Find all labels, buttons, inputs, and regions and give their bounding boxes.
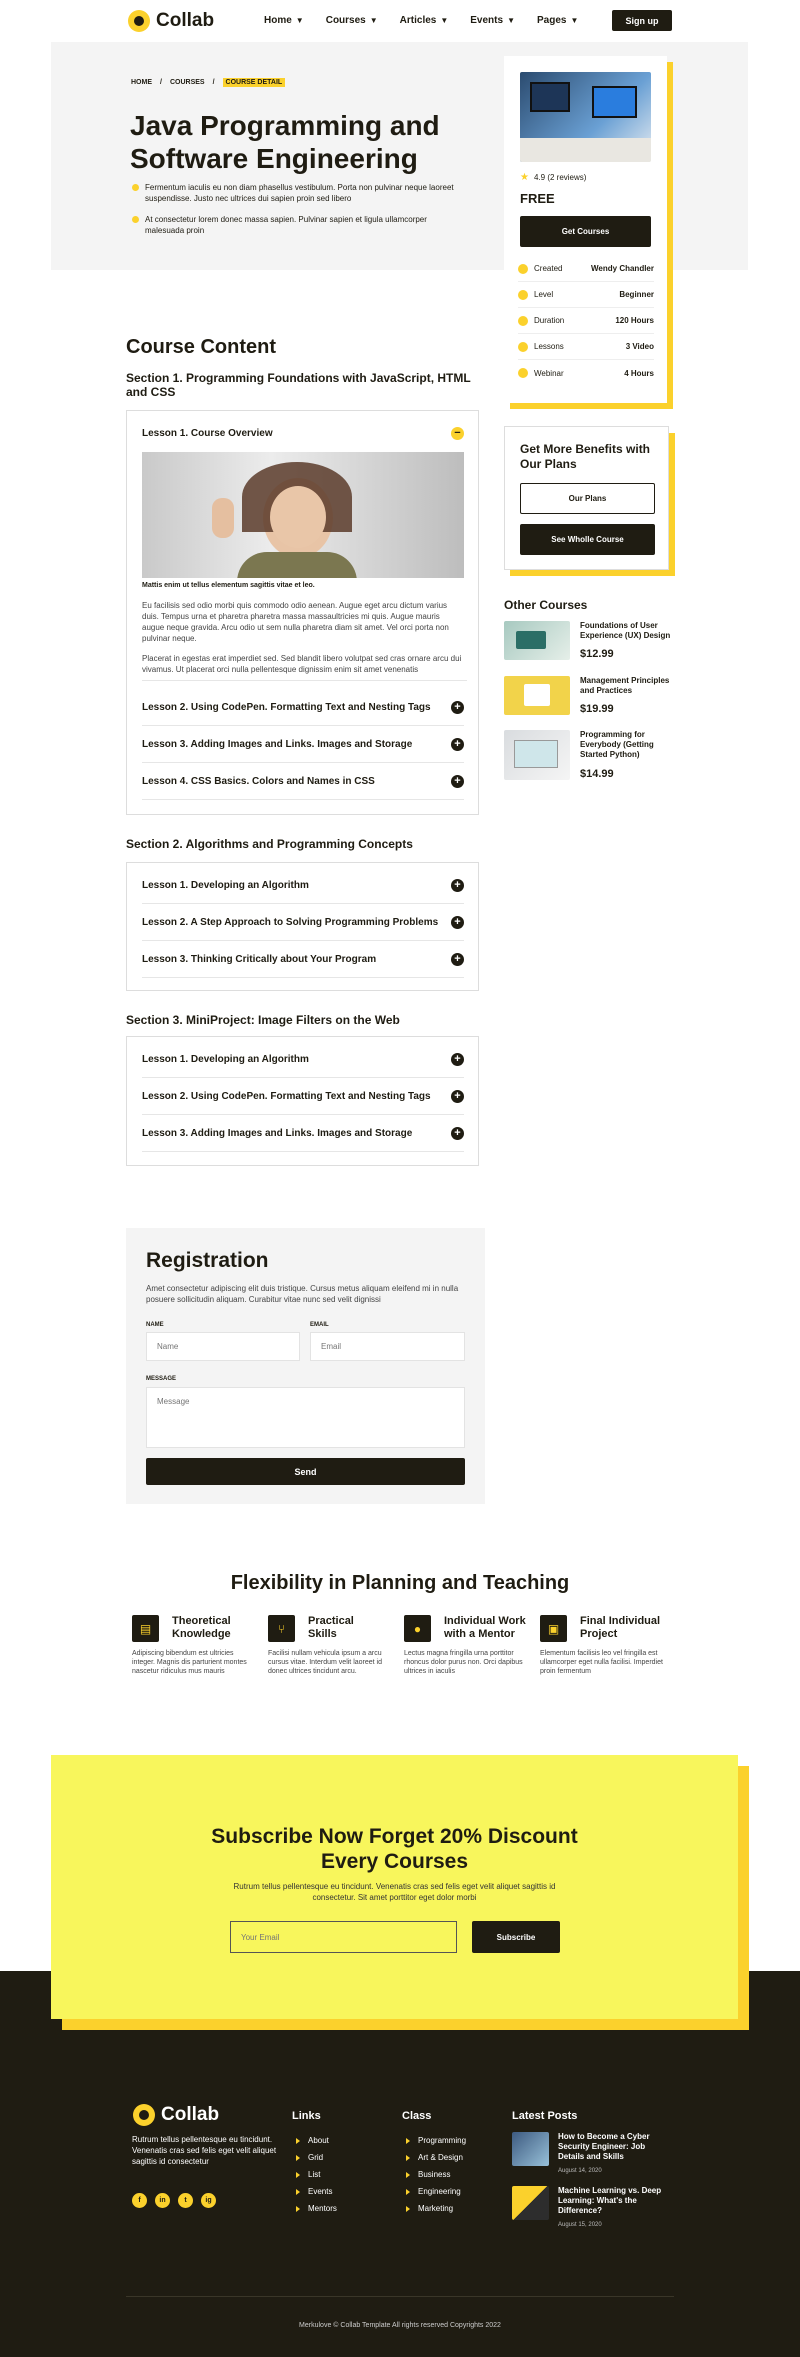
subscribe-button[interactable]: Subscribe [472,1921,560,1953]
other-course-item[interactable]: Management Principles and Practices $19.99 [504,676,674,720]
info-row: Webinar 4 Hours [518,360,654,386]
send-button[interactable]: Send [146,1458,465,1485]
course-thumbnail [504,730,570,780]
chevron-down-icon: ▼ [440,16,449,25]
footer-links-title: Links [292,2110,321,2122]
footer-class-link[interactable]: Programming [406,2132,466,2149]
copyright: Merkulove © Collab Template All rights reserved Copyrights 2022 [299,2322,501,2329]
hero-bullet: At consectetur lorem donec massa sapien. Pulvinar sapien et ligula ullamcorper malesuada proin [132,214,452,236]
flexibility-title: Flexibility in Planning and Teaching [230,1572,570,1594]
arrow-icon [406,2155,410,2161]
brand-name: Collab [156,10,215,31]
footer-link[interactable]: About [296,2132,337,2149]
post-thumbnail [512,2186,549,2220]
branch-icon: ⑂ [268,1615,295,1642]
registration-desc: Amet consectetur adipiscing elit duis tristique. Cursus metus aliquam eleifend mi in nulla posuere sollicitudin aliquam. Curabitur vitae nunc sed velit dignissi [146,1284,459,1304]
chevron-down-icon: ▼ [507,16,515,25]
course-thumbnail [504,621,570,660]
clock-icon [518,316,528,326]
subscribe-desc: Rutrum tellus pellentesque eu tincidunt. Venenatis cras sed felis eget velit aliquet sagittis id consectetur. Sit amet porttitor eget dolor morbi [233,1882,556,1902]
arrow-icon [296,2189,300,2195]
arrow-icon [406,2206,410,2212]
course-info-list [518,256,654,386]
plus-icon: + [451,701,464,714]
bullet-icon [132,184,139,191]
lesson-item[interactable]: Lesson 1. Developing an Algorithm + [142,1041,464,1078]
name-input[interactable] [146,1332,300,1361]
feature-item: ▤ Theoretical Knowledge Adipiscing bibendum est ultricies integer. Magnis dis parturient montes nascetur ridiculus mus mauris [132,1615,247,1675]
course-price: $12.99 [580,648,614,660]
brand-logo[interactable] [128,10,214,32]
plus-icon: + [451,953,464,966]
course-price: $14.99 [580,768,614,780]
chevron-down-icon: ▼ [369,16,378,25]
nav-home[interactable]: Home ▼ [264,15,304,26]
name-label: NAME [146,1322,164,1328]
plus-icon: + [451,1090,464,1103]
nav-events[interactable]: Events ▼ [470,15,515,26]
nav-pages[interactable]: Pages ▼ [536,15,579,26]
page-title: Java Programming and Software Engineering [130,110,440,174]
get-courses-button[interactable]: Get Courses [520,216,651,247]
info-row: Level Beginner [518,282,654,308]
arrow-icon [296,2138,300,2144]
facebook-icon[interactable]: f [132,2193,147,2208]
feature-item: ▣ Final Individual Project Elementum facilisis leo vel fringilla est ullamcorper eget nulla facilisi. Imperdiet proin fermentum [540,1615,663,1675]
our-plans-button[interactable]: Our Plans [520,483,655,514]
lesson-item[interactable]: Lesson 2. Using CodePen. Formatting Text and Nesting Tags + [142,1078,464,1115]
arrow-icon [406,2189,410,2195]
footer-link[interactable]: List [296,2166,337,2183]
lesson-item[interactable]: Lesson 4. CSS Basics. Colors and Names in CSS + [142,763,464,800]
post-date: August 15, 2020 [558,2222,602,2228]
dribbble-icon[interactable]: ig [201,2193,216,2208]
feature-item: ● Individual Work with a Mentor Lectus magna fringilla urna porttitor rhoncus dolor purus non. Orci dapibus ultrices in iaculis [404,1615,526,1675]
section-2-title: Section 2. Algorithms and Programming Concepts [126,837,413,851]
footer-class-title: Class [402,2110,432,2122]
book-icon [518,342,528,352]
section-3-title: Section 3. MiniProject: Image Filters on the Web [126,1013,400,1027]
main-nav [264,15,578,26]
lesson-item[interactable]: Lesson 2. A Step Approach to Solving Programming Problems + [142,904,464,941]
price: FREE [520,191,555,206]
other-courses-title: Other Courses [504,598,588,612]
info-row: Duration 120 Hours [518,308,654,334]
other-course-item[interactable]: Programming for Everybody (Getting Started Python) $14.99 [504,730,674,782]
chevron-down-icon: ▼ [295,16,304,25]
footer-logo[interactable]: Collab [133,2104,219,2126]
footer-divider [126,2296,674,2297]
info-row: Lessons 3 Video [518,334,654,360]
footer-class-link[interactable]: Engineering [406,2183,466,2200]
breadcrumb-home[interactable]: HOME [131,79,152,86]
registration-form [126,1228,485,1504]
footer-posts-title: Latest Posts [512,2110,578,2122]
lesson-expanded[interactable]: Lesson 1. Course Overview − [142,411,464,455]
post-date: August 14, 2020 [558,2168,602,2174]
feature-item: ⑂ Practical Skills Facilisi nullam vehicula ipsum a arcu cursus vitae. Interdum velit laoreet id donec ultrices tincidunt arcu. [268,1615,382,1675]
book-icon: ▤ [132,1615,159,1642]
footer-post[interactable]: How to Become a Cyber Security Engineer: Job Details and Skills August 14, 2020 [512,2132,672,2180]
footer-post[interactable]: Machine Learning vs. Deep Learning: What's the Difference? August 15, 2020 [512,2186,672,2234]
site-header [0,0,800,42]
arrow-icon [296,2206,300,2212]
section-1-title: Section 1. Programming Foundations with JavaScript, HTML and CSS [126,371,471,399]
footer-class-link[interactable]: Marketing [406,2200,466,2217]
footer-link[interactable]: Grid [296,2149,337,2166]
message-textarea[interactable] [146,1387,465,1448]
plus-icon: + [451,879,464,892]
arrow-icon [296,2172,300,2178]
post-thumbnail [512,2132,549,2166]
breadcrumb: HOME / COURSES / COURSE DETAIL [131,78,285,87]
info-row: Created Wendy Chandler [518,256,654,282]
plus-icon: + [451,1053,464,1066]
user-icon [518,264,528,274]
breadcrumb-courses[interactable]: COURSES [169,79,205,86]
arrow-icon [406,2172,410,2178]
chevron-down-icon: ▼ [570,16,579,25]
benefits-title: Get More Benefits with Our Plans [520,442,651,471]
footer-class-link[interactable]: Business [406,2166,466,2183]
email-label: EMAIL [310,1322,329,1328]
hero-bullet: Fermentum iaculis eu non diam phasellus vestibulum. Porta non pulvinar neque laoreet suspendisse. Justo nec ultrices dui sapien proin sed libero [132,182,462,204]
breadcrumb-current: COURSE DETAIL [223,78,286,87]
plus-icon: + [451,916,464,929]
subscribe-title: Subscribe Now Forget 20% Discount Every Courses [211,1825,578,1873]
plus-icon: + [451,775,464,788]
course-content-title: Course Content [126,336,276,358]
see-whole-course-button[interactable]: See Wholle Course [520,524,655,555]
minus-icon: − [451,427,464,440]
instagram-icon[interactable]: in [155,2193,170,2208]
section-1-accordion [126,410,479,815]
arrow-icon [406,2138,410,2144]
course-info-card [504,56,667,403]
footer-links [296,2132,337,2217]
lesson-paragraph: Eu facilisis sed odio morbi quis commodo odio aenean. Augue eget arcu dictum varius duis. Tempus urna et pharetra pharetra massa massaultricies mi quis. Augue mauris augue neque gravida. Arcu odio ut sem nulla pharetra diam sit amet. Vel orci porta non pulvinar neque. [142,601,449,643]
group-icon [518,368,528,378]
message-label: MESSAGE [146,1376,177,1382]
footer-link[interactable]: Mentors [296,2200,337,2217]
lesson-item[interactable]: Lesson 3. Adding Images and Links. Images and Storage + [142,1115,464,1152]
plus-icon: + [451,1127,464,1140]
lesson-item[interactable]: Lesson 1. Developing an Algorithm + [142,867,464,904]
star-icon: ★ [520,172,529,183]
lesson-image [142,452,464,578]
rating: ★ 4.9 (2 reviews) [520,172,587,183]
lesson-paragraph: Placerat in egestas erat imperdiet sed. Sed blandit libero volutpat sed cras ornare arcu dui vivamus. Ut placerat orci nulla pellentesque dignissim enim sit amet venenatis [142,653,467,681]
nav-articles[interactable]: Articles ▼ [399,15,449,26]
course-image [520,72,651,162]
logo-icon [133,2104,155,2126]
footer-class-link[interactable]: Art & Design [406,2149,466,2166]
lesson-item[interactable]: Lesson 3. Adding Images and Links. Images and Storage + [142,726,464,763]
subscribe-email-input[interactable] [230,1921,457,1953]
footer-link[interactable]: Events [296,2183,337,2200]
registration-title: Registration [146,1249,269,1272]
social-links [132,2193,216,2208]
email-input[interactable] [310,1332,465,1361]
footer-classes [406,2132,466,2217]
benefits-card [504,426,669,570]
lesson-item[interactable]: Lesson 3. Thinking Critically about Your Program + [142,941,464,978]
section-3-accordion [126,1036,479,1166]
chat-icon: ● [404,1615,431,1642]
image-caption: Mattis enim ut tellus elementum sagittis vitae et leo. [142,582,315,589]
nav-courses[interactable]: Courses ▼ [325,15,378,26]
twitter-icon[interactable]: t [178,2193,193,2208]
lesson-item[interactable]: Lesson 2. Using CodePen. Formatting Text and Nesting Tags + [142,689,464,726]
arrow-icon [296,2155,300,2161]
plus-icon: + [451,738,464,751]
logo-icon [128,10,150,32]
other-course-item[interactable]: Foundations of User Experience (UX) Design $12.99 [504,621,674,665]
course-thumbnail [504,676,570,715]
course-price: $19.99 [580,703,614,715]
subscribe-section [51,1755,738,2019]
bullet-icon [132,216,139,223]
level-icon [518,290,528,300]
section-2-accordion [126,862,479,991]
signup-button[interactable]: Sign up [612,10,672,31]
footer-about: Rutrum tellus pellentesque eu tincidunt. Venenatis cras sed felis eget velit aliquet sagittis id consectetur [132,2135,277,2166]
project-icon: ▣ [540,1615,567,1642]
